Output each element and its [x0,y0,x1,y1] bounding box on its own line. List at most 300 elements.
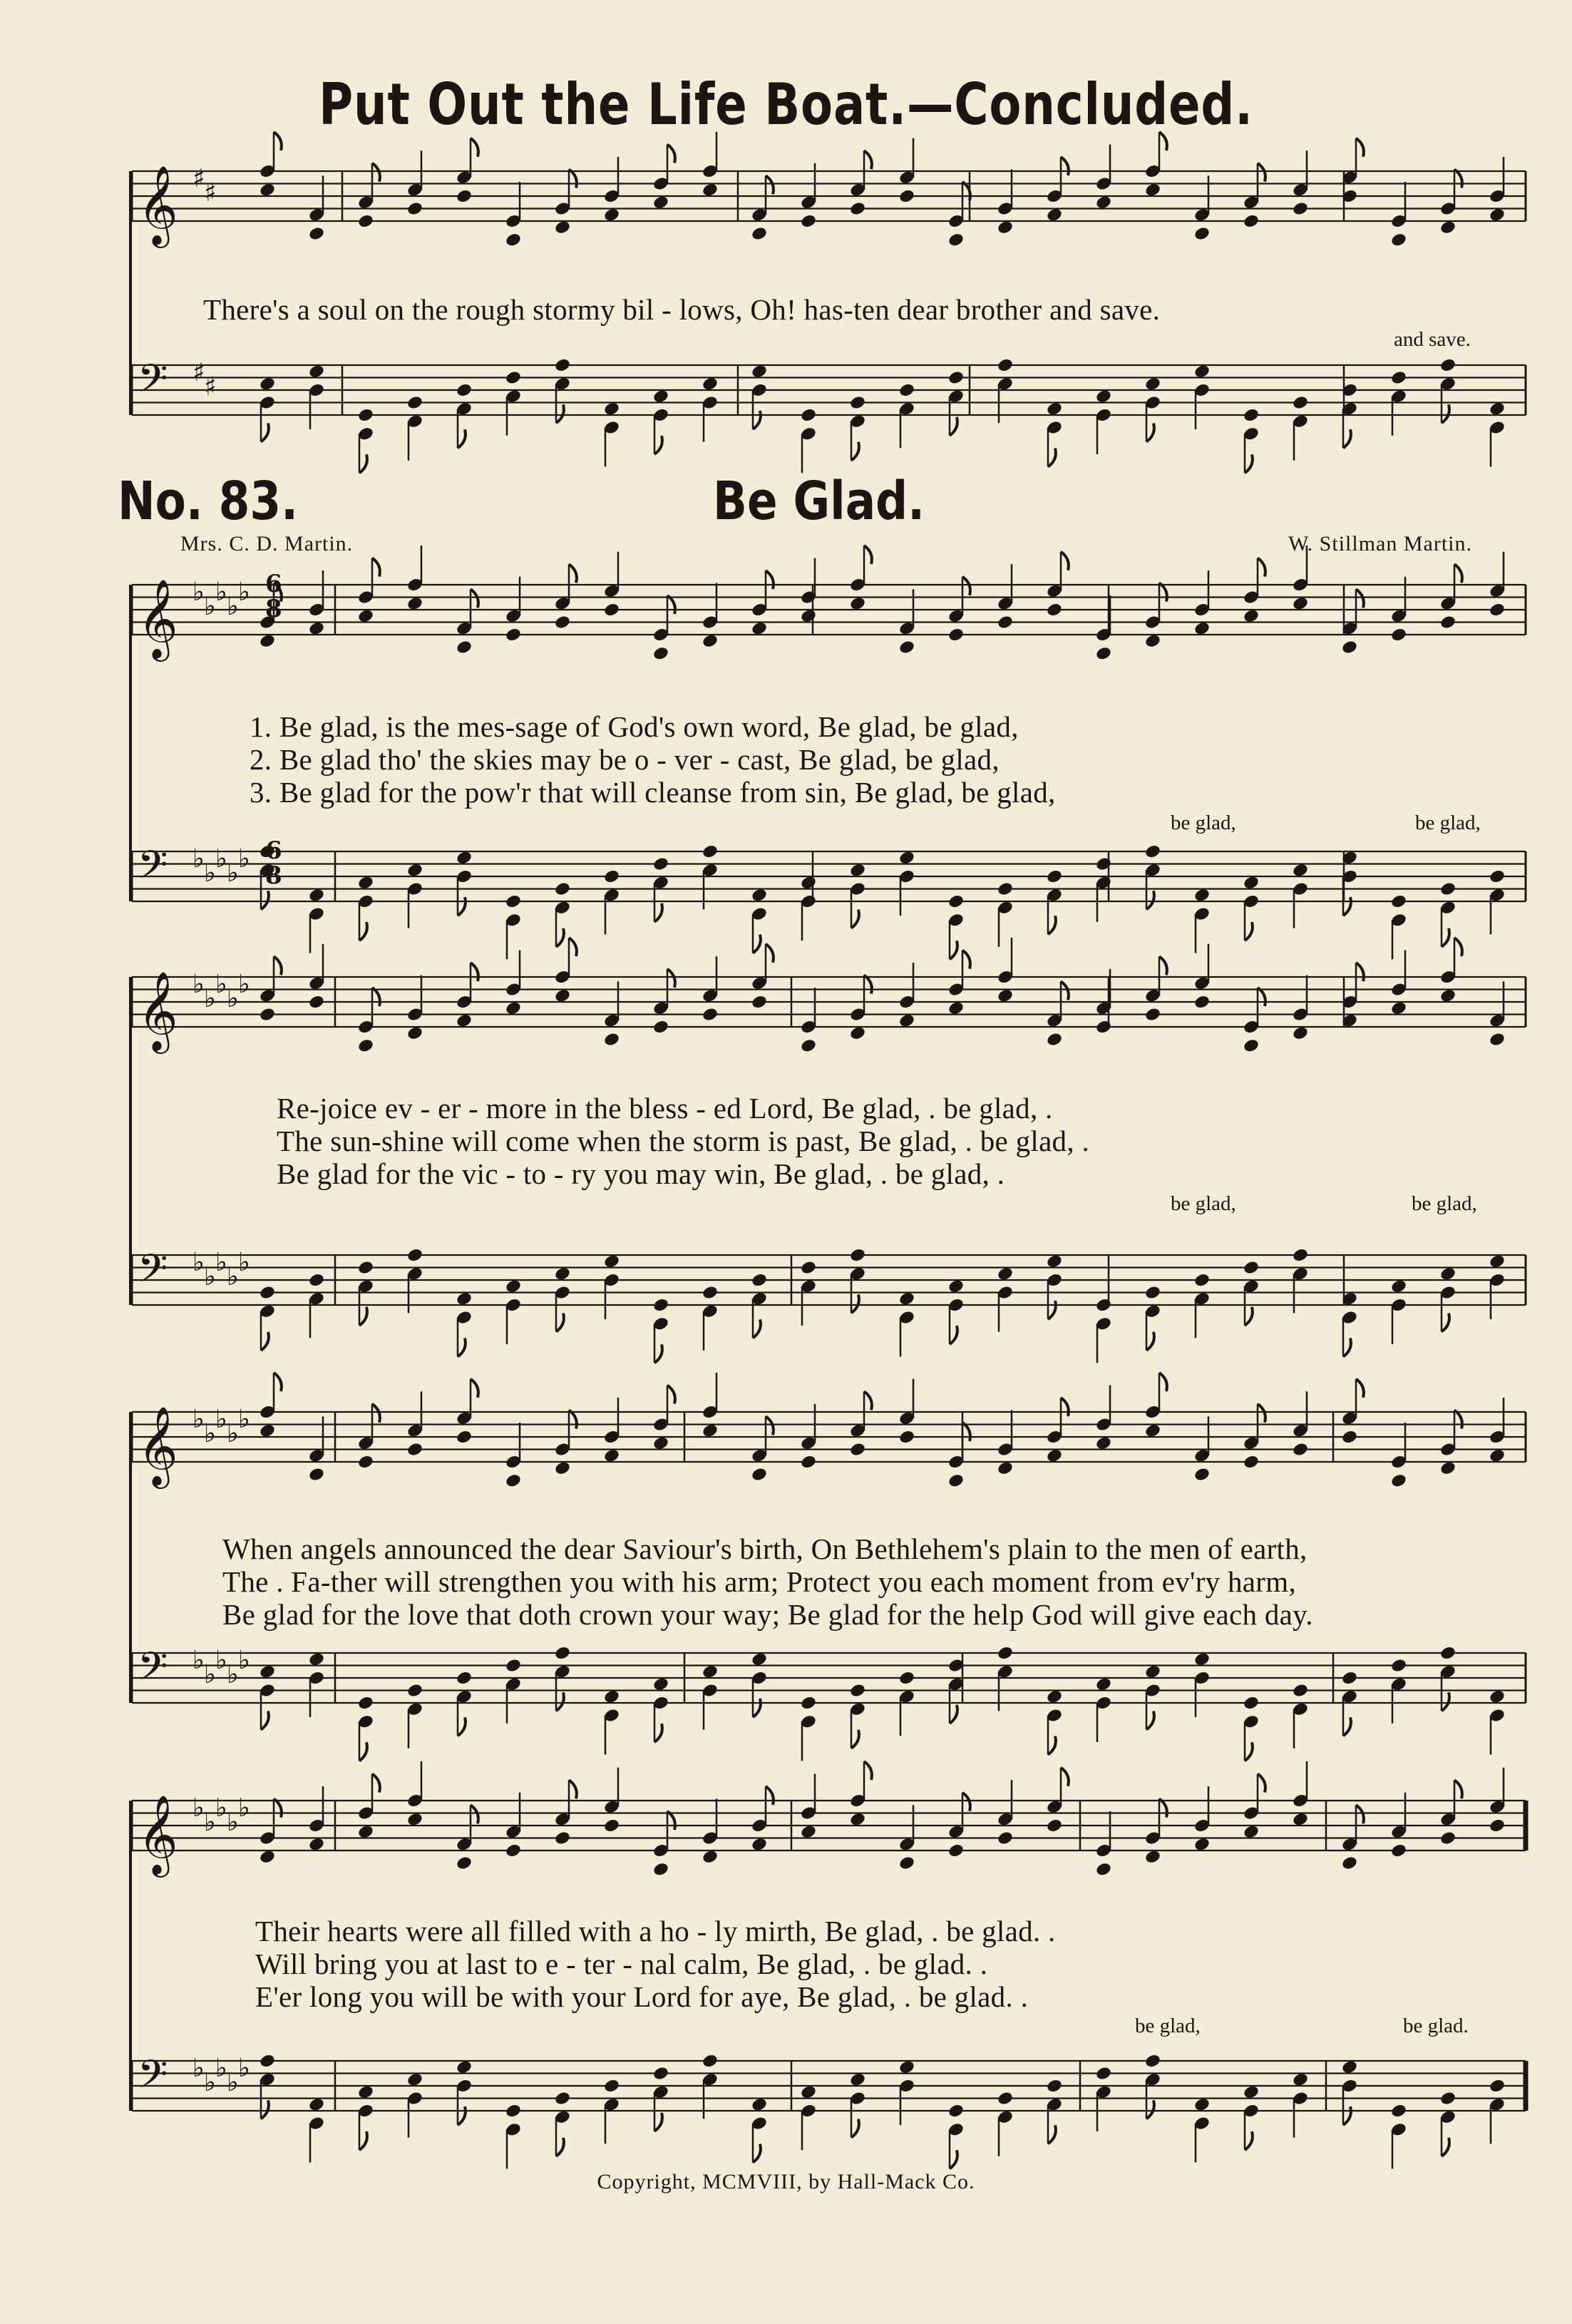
notehead [1489,1031,1506,1047]
notehead [1095,1297,1112,1313]
key-signature-accidental: ♭ [215,970,227,999]
concluded-small-lyric: and save. [1394,328,1471,351]
notehead [1341,639,1358,655]
note-flag [654,1724,662,1742]
key-signature-accidental: ♭ [227,1419,239,1448]
notehead [1390,1657,1407,1673]
bass-echo-text: be glad, [1135,2015,1201,2037]
bass-echo-text: be glad. [1403,2015,1469,2037]
notehead [702,1284,719,1300]
hymn-title: Be Glad. [713,471,925,532]
note-flag [654,2113,662,2131]
notehead [357,213,374,229]
key-signature-accidental: ♭ [192,578,205,607]
notehead [800,1259,817,1275]
notehead [1341,1855,1358,1870]
note-flag [1245,922,1253,941]
notehead [456,639,473,655]
note-flag [471,963,478,981]
key-signature-accidental: ♭ [227,984,239,1013]
note-flag [569,170,577,188]
key-signature-accidental: ♭ [238,844,250,874]
time-signature-digit: 6 [265,836,282,865]
note-flag [359,1307,367,1326]
key-signature-accidental: ♭ [192,1248,205,1277]
note-flag [753,2144,761,2163]
notehead [849,200,866,216]
notehead [898,1670,915,1686]
notehead [947,232,965,247]
key-signature-accidental: ♭ [192,1646,205,1675]
notehead [554,1645,571,1661]
notehead [1144,1284,1161,1300]
notehead [947,1843,965,1858]
key-signature-accidental: ♭ [192,1405,205,1434]
notehead [898,382,915,398]
note-flag [753,935,761,953]
notehead [702,844,719,859]
note-flag [1061,1768,1069,1786]
notehead [357,1259,374,1275]
composer-credit: W. Stillman Martin. [1288,532,1472,556]
note-flag [1048,449,1056,467]
key-signature-accidental: ♭ [215,1405,227,1434]
verse-line: When angels announced the dear Saviour's birth, On Bethlehem's plain to the men of earth, [222,1532,1308,1565]
note-flag [864,150,872,169]
note-flag [1356,1379,1364,1398]
notehead [1292,394,1309,410]
key-signature-accidental: ♭ [215,578,227,607]
note-flag [950,1326,957,1344]
note-flag [851,910,859,928]
bass-clef: 𝄢 [138,842,168,897]
notehead [1144,844,1161,859]
notehead [751,1466,768,1482]
copyright-notice: Copyright, MCMVIII, by Hall-Mack Co. [597,2170,975,2194]
notehead [1390,894,1407,909]
note-flag [667,1386,675,1404]
notehead [1243,1454,1260,1470]
notehead [800,1695,817,1711]
notehead [603,602,620,618]
note-flag [753,1319,761,1338]
note-flag [261,1332,269,1351]
notehead [997,357,1014,373]
treble-clef: 𝄞 [138,1406,178,1485]
note-flag [1061,552,1069,570]
note-flag [1258,988,1265,1006]
note-flag [1454,1411,1462,1429]
note-flag [274,956,282,975]
notehead [456,382,473,398]
notehead [1243,1259,1260,1275]
notehead [652,1297,669,1313]
note-flag [766,1786,774,1805]
notehead [997,1830,1014,1846]
key-signature-accidental: ♭ [204,859,216,888]
notehead [456,188,473,204]
note-flag [569,564,577,583]
notehead [898,1429,915,1445]
note-flag [556,928,564,947]
note-flag [1442,404,1449,423]
note-flag [864,1761,872,1780]
notehead [751,225,768,241]
note-flag [1442,2138,1449,2156]
author-credit: Mrs. C. D. Martin. [180,532,354,556]
notehead [1193,994,1211,1010]
notehead [1439,1645,1457,1661]
notehead [800,213,817,229]
notehead [1439,1830,1457,1846]
notehead [1046,1031,1063,1047]
note-flag [359,454,367,473]
verse-line: 2. Be glad tho' the skies may be o - ver - cast, Be glad, be glad, [250,743,1000,776]
note-flag [458,897,466,916]
notehead [554,1830,571,1846]
notehead [1390,1843,1407,1858]
notehead [1243,1038,1260,1053]
note-flag [372,1404,380,1423]
note-flag [458,2107,466,2125]
note-flag [654,436,662,454]
note-flag [1356,138,1364,157]
verse-line: Their hearts were all filled with a ho - ly mirth, Be glad, . be glad. . [255,1915,1056,1947]
key-signature-accidental: ♯ [192,358,205,387]
note-flag [569,1411,577,1429]
note-flag [1061,157,1069,175]
note-flag [851,2119,859,2138]
notehead [505,1843,522,1858]
note-flag [458,1717,466,1736]
time-signature-digit: 8 [265,595,282,623]
notehead [1193,1466,1211,1482]
notehead [406,200,423,216]
notehead [357,1695,374,1711]
notehead [1243,213,1260,229]
key-signature-accidental: ♭ [238,1646,250,1675]
note-flag [359,922,367,941]
note-flag [1454,564,1462,583]
note-flag [1245,454,1253,473]
notehead [1095,645,1112,661]
notehead [505,627,522,643]
notehead [997,2090,1014,2106]
verse-line: 1. Be glad, is the mes-sage of God's own word, Be glad, be glad, [250,710,1019,743]
notehead [259,2053,276,2069]
notehead [1341,1670,1358,1686]
note-flag [1258,1404,1265,1423]
page-header-title: Put Out the Life Boat.—Concluded. [319,71,1253,138]
note-flag [359,2131,367,2150]
notehead [997,614,1014,630]
verse-line: 3. Be glad for the pow'r that will cleanse from sin, Be glad, be glad, [250,776,1056,809]
note-flag [261,424,269,442]
notehead [751,1272,768,1288]
notehead [1095,1019,1112,1035]
note-flag [1343,1717,1351,1736]
note-flag [1454,170,1462,188]
notehead [1439,357,1457,373]
notehead [1489,602,1506,618]
note-flag [471,589,478,608]
note-flag [274,1373,282,1391]
notehead [603,1031,620,1047]
key-signature-accidental: ♯ [204,372,217,401]
notehead [849,1682,866,1698]
key-signature-accidental: ♭ [204,984,216,1013]
note-flag [766,570,774,589]
note-flag [950,1705,957,1724]
notehead [947,369,965,385]
note-flag [766,944,774,963]
notehead [1292,1682,1309,1698]
key-signature-accidental: ♭ [238,578,250,607]
note-flag [556,2138,564,2156]
notehead [849,1247,866,1263]
key-signature-accidental: ♭ [215,1248,227,1277]
notehead [603,2078,620,2094]
notehead [1390,369,1407,385]
note-flag [261,1711,269,1730]
notehead [702,2053,719,2069]
notehead [1095,856,1112,871]
key-signature-accidental: ♭ [204,1808,216,1837]
note-flag [274,132,282,150]
key-signature-accidental: ♭ [238,970,250,999]
key-signature-accidental: ♭ [238,1248,250,1277]
note-flag [1245,2131,1253,2150]
notehead [849,394,866,410]
key-signature-accidental: ♯ [192,164,205,193]
key-signature-accidental: ♭ [227,2068,239,2097]
key-signature-accidental: ♭ [227,1262,239,1291]
note-flag [1146,424,1154,442]
note-flag [261,891,269,909]
notehead [308,225,325,241]
notehead [554,2090,571,2106]
notehead [554,614,571,630]
note-flag [1159,1373,1167,1391]
note-flag [1343,1338,1351,1357]
note-flag [667,969,675,988]
notehead [997,1645,1014,1661]
bass-clef: 𝄢 [138,356,168,411]
bass-echo-text: be glad, [1171,812,1236,834]
notehead [751,994,768,1010]
note-flag [471,138,478,157]
note-flag [1454,1780,1462,1798]
key-signature-accidental: ♭ [227,592,239,621]
notehead [898,639,915,655]
note-flag [851,442,859,461]
note-flag [1454,938,1462,956]
hymn-number: No. 83. [118,471,299,532]
notehead [406,1441,423,1457]
notehead [1439,881,1457,896]
notehead [357,407,374,423]
notehead [505,1657,522,1673]
notehead [898,1855,915,1870]
note-flag [1356,589,1364,608]
notehead [1292,200,1309,216]
note-flag [1245,1307,1253,1326]
key-signature-accidental: ♯ [204,178,217,208]
note-flag [1343,429,1351,448]
time-signature-digit: 8 [265,861,282,890]
note-flag [753,411,761,429]
note-flag [471,1379,478,1398]
notehead [308,1466,325,1482]
note-flag [1258,163,1265,182]
notehead [800,1038,817,1053]
notehead [1390,2103,1407,2119]
note-flag [864,1391,872,1410]
note-flag [1258,558,1265,577]
notehead [1292,1247,1309,1263]
note-flag [556,404,564,423]
key-signature-accidental: ♭ [238,1405,250,1434]
treble-clef: 𝄞 [138,1794,178,1874]
notehead [505,1473,522,1488]
key-signature-accidental: ♭ [204,1419,216,1448]
note-flag [1048,1301,1056,1319]
note-flag [1159,132,1167,150]
note-flag [261,2100,269,2119]
key-signature-accidental: ♭ [238,2054,250,2083]
notehead [652,645,669,661]
note-flag [962,1423,970,1441]
note-flag [569,1780,577,1798]
note-flag [372,163,380,182]
notehead [947,894,965,909]
notehead [1489,869,1506,884]
notehead [308,994,325,1010]
note-flag [1061,981,1069,1000]
treble-clef: 𝄞 [138,165,178,245]
bass-echo-text: be glad, [1412,1192,1477,1215]
note-flag [458,429,466,448]
key-signature-accidental: ♭ [227,859,239,888]
note-flag [274,1799,282,1818]
key-signature-accidental: ♭ [227,1808,239,1837]
key-signature-accidental: ♭ [227,1660,239,1689]
concluded-lyric: There's a soul on the rough stormy bil - lows, Oh! has-ten dear brother and save. [203,293,1161,326]
note-flag [458,1338,466,1357]
notehead [505,2103,522,2119]
treble-clef: 𝄞 [138,971,178,1050]
key-signature-accidental: ♭ [204,1262,216,1291]
verse-line: The . Fa-ther will strengthen you with his arm; Protect you each moment from ev'ry harm, [222,1565,1297,1598]
notehead [1390,232,1407,247]
notehead [947,627,965,643]
notehead [505,894,522,909]
notehead [947,2103,965,2119]
key-signature-accidental: ♭ [204,1660,216,1689]
note-flag [667,145,675,163]
note-flag [962,577,970,595]
note-flag [962,1793,970,1811]
notehead [1144,2053,1161,2069]
note-flag [1442,928,1449,947]
note-flag [1245,1742,1253,1761]
notehead [456,1670,473,1686]
notehead [652,2065,669,2081]
notehead [898,188,915,204]
notehead [357,1454,374,1470]
notehead [1046,869,1063,884]
notehead [406,1682,423,1698]
notehead [1046,602,1063,618]
notehead [554,881,571,896]
note-flag [851,1294,859,1313]
note-flag [950,417,957,436]
notehead [1439,614,1457,630]
note-flag [1356,1805,1364,1823]
notehead [603,869,620,884]
notehead [800,407,817,423]
note-flag [1442,1692,1449,1711]
key-signature-accidental: ♭ [215,2054,227,2083]
note-flag [372,1774,380,1793]
verse-line: The sun-shine will come when the storm is past, Be glad, . be glad, . [277,1125,1090,1157]
note-flag [1146,1711,1154,1730]
key-signature-accidental: ♭ [215,1646,227,1675]
bass-clef: 𝄢 [138,1644,168,1699]
verse-line: E'er long you will be with your Lord for aye, Be glad, . be glad. . [255,1980,1029,2013]
bass-echo-text: be glad, [1415,812,1481,834]
key-signature-accidental: ♭ [215,844,227,874]
note-flag [654,1344,662,1363]
notehead [406,394,423,410]
notehead [1292,1441,1309,1457]
notehead [997,881,1014,896]
notehead [1341,1429,1358,1445]
note-flag [471,1805,478,1823]
verse-line: Be glad for the vic - to - ry you may win, Be glad, . be glad, . [277,1157,1005,1190]
note-flag [1159,583,1167,602]
notehead [456,1429,473,1445]
notehead [702,1006,719,1022]
note-flag [359,1742,367,1761]
verse-line: Re-joice ev - er - more in the bless - ed Lord, Be glad, . be glad, . [277,1092,1053,1125]
note-flag [753,1699,761,1717]
bass-clef: 𝄢 [138,2052,168,2107]
note-flag [851,1730,859,1749]
key-signature-accidental: ♭ [192,1793,205,1823]
note-flag [654,904,662,922]
notehead [1046,1818,1063,1833]
treble-clef: 𝄞 [138,578,178,658]
note-flag [667,1811,675,1830]
notehead [456,1855,473,1870]
notehead [1095,1861,1112,1877]
note-flag [1146,891,1154,909]
time-signature-digit: 6 [265,570,282,598]
notehead [947,1473,965,1488]
notehead [259,1006,276,1022]
note-flag [1258,1774,1265,1793]
notehead [505,369,522,385]
notehead [1489,2078,1506,2094]
notehead [800,1454,817,1470]
notehead [1439,2090,1457,2106]
key-signature-accidental: ♭ [215,1793,227,1823]
key-signature-accidental: ♭ [204,2068,216,2097]
note-flag [864,976,872,994]
key-signature-accidental: ♭ [204,592,216,621]
notehead [1390,627,1407,643]
